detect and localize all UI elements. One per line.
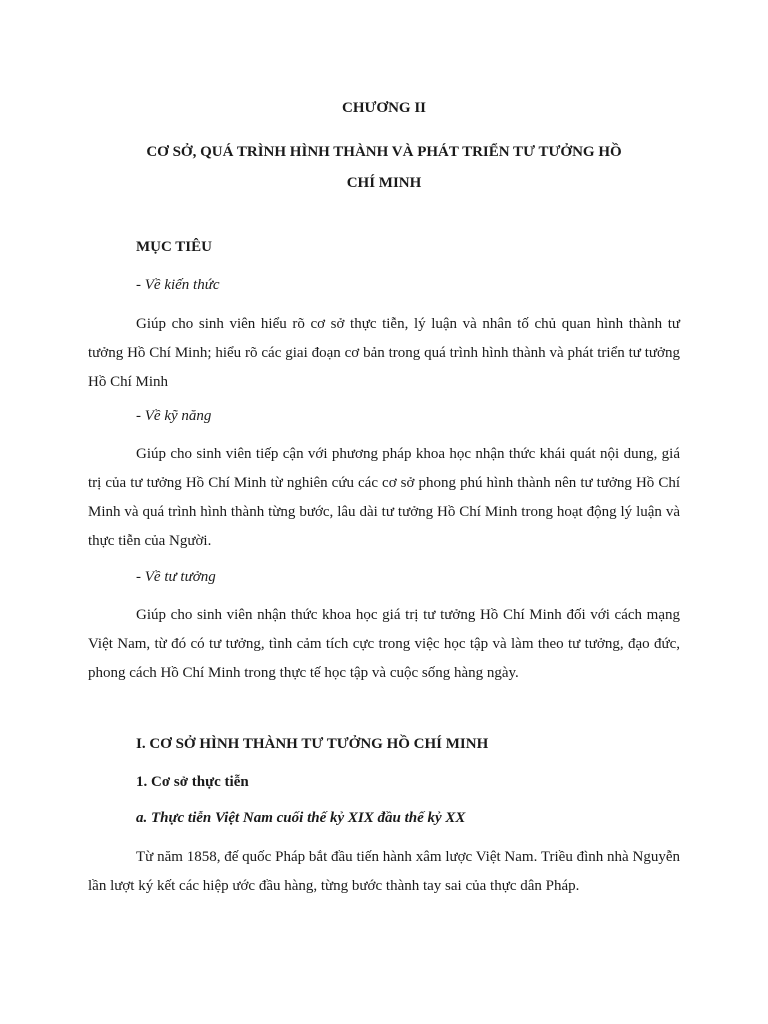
skills-label: - Về kỹ năng bbox=[136, 408, 212, 424]
ideology-paragraph: Giúp cho sinh viên nhận thức khoa học giá trị tư tưởng Hồ Chí Minh đối với cách mạng Việt Nam, từ đó có tư tưởng, tình cảm tích cực trong việc học tập và làm theo tư tưởng, đạo đức, phong cách Hồ Chí Minh trong thực tế học tập và cuộc sống hàng ngày. bbox=[88, 607, 680, 681]
chapter-number: CHƯƠNG II bbox=[341, 100, 427, 116]
skills-paragraph: Giúp cho sinh viên tiếp cận với phương pháp khoa học nhận thức khái quát nội dung, giá trị của tư tưởng Hồ Chí Minh từ nghiên cứu các cơ sở phong phú hình thành nên tư tưởng Hồ Chí Minh và quá trình hình thành từng bước, lâu dài tư tưởng Hồ Chí Minh trong hoạt động lý luận và thực tiễn của Người. bbox=[88, 446, 680, 549]
knowledge-label: - Về kiến thức bbox=[136, 277, 220, 293]
chapter-title: CƠ SỞ, QUÁ TRÌNH HÌNH THÀNH VÀ PHÁT TRIỂN TƯ TƯỞNG HỒ CHÍ MINH bbox=[146, 144, 622, 191]
section-heading: I. CƠ SỞ HÌNH THÀNH TƯ TƯỞNG HỒ CHÍ MINH bbox=[136, 736, 489, 752]
knowledge-paragraph: Giúp cho sinh viên hiểu rõ cơ sở thực tiễn, lý luận và nhân tố chủ quan hình thành tư tưởng Hồ Chí Minh; hiểu rõ các giai đoạn cơ bản trong quá trình hình thành và phát triển tư tưởng Hồ Chí Minh bbox=[88, 316, 680, 390]
objectives-heading: MỤC TIÊU bbox=[136, 239, 212, 255]
subsection-heading: 1. Cơ sở thực tiễn bbox=[136, 774, 249, 790]
ideology-label: - Về tư tưởng bbox=[136, 569, 216, 585]
subsubsection-heading: a. Thực tiễn Việt Nam cuối thế kỷ XIX đầu thế kỷ XX bbox=[136, 810, 466, 826]
body-paragraph: Từ năm 1858, đế quốc Pháp bắt đầu tiến hành xâm lược Việt Nam. Triều đình nhà Nguyễn lần lượt ký kết các hiệp ước đầu hàng, từng bước thành tay sai của thực dân Pháp. bbox=[88, 849, 680, 894]
